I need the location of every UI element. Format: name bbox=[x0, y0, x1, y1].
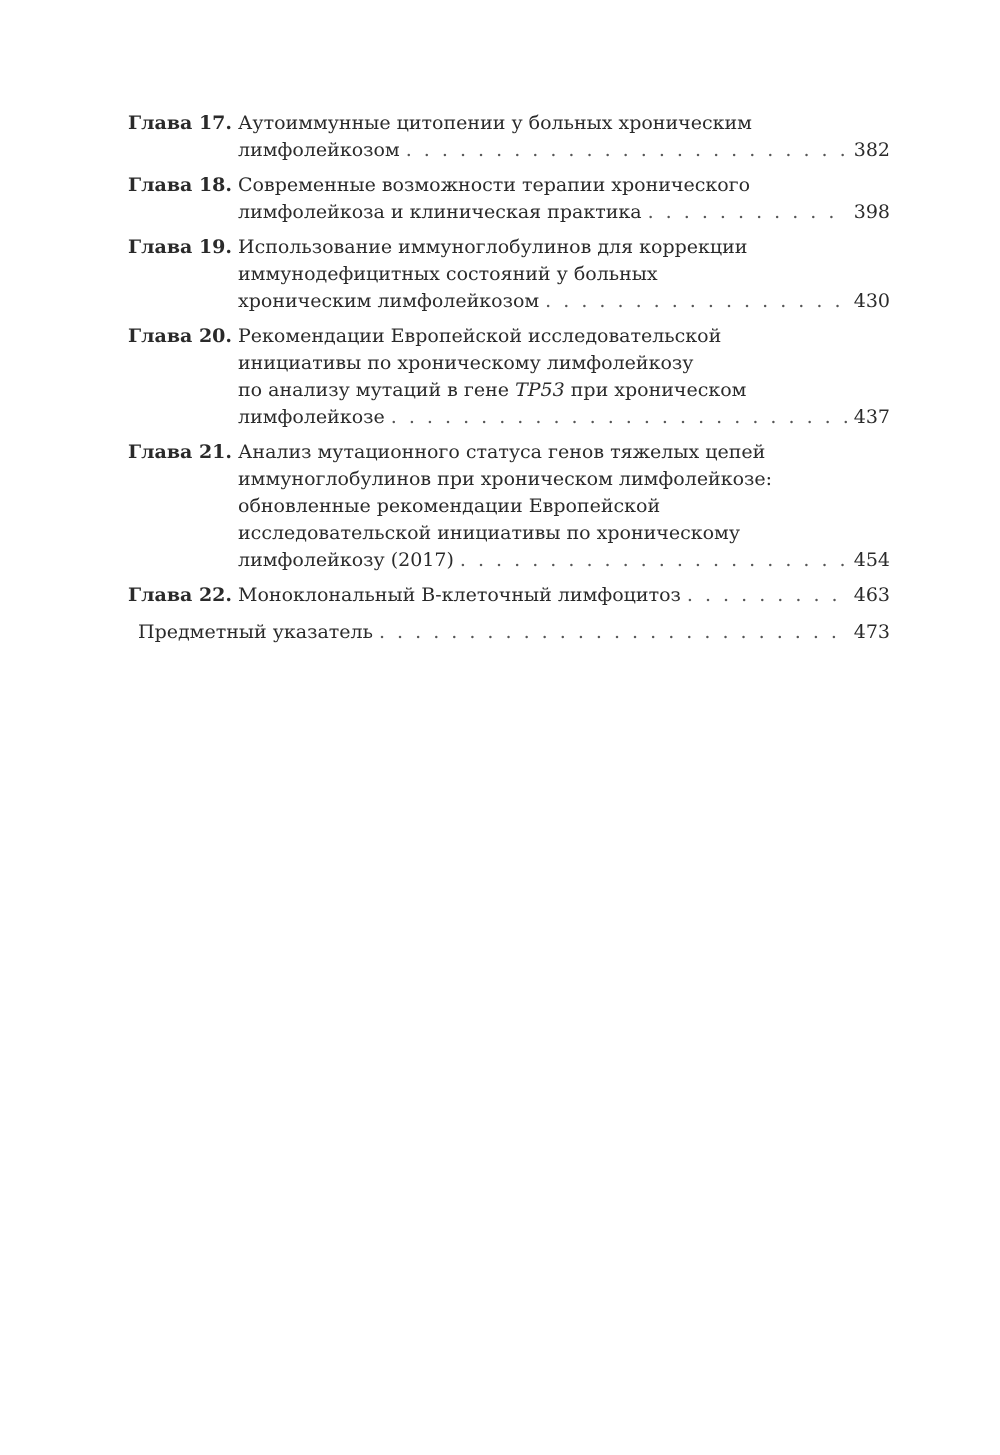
dot-leader bbox=[460, 547, 848, 574]
chapter-title-last-line bbox=[238, 199, 890, 226]
chapter-title bbox=[238, 323, 890, 431]
toc-entry-chapter-19[interactable] bbox=[128, 234, 890, 315]
chapter-title-line: иммунодефицитных состояний у больных bbox=[238, 263, 658, 285]
chapter-title-line: Моноклональный В-клеточный лимфоцитоз bbox=[238, 584, 681, 606]
toc-entry-chapter-20[interactable] bbox=[128, 323, 890, 431]
page-number: 437 bbox=[853, 406, 890, 428]
chapter-title-line: лимфолейкозе bbox=[238, 406, 385, 428]
dot-leader bbox=[406, 137, 848, 164]
chapter-title-last-line bbox=[238, 137, 890, 164]
chapter-title-line: обновленные рекомендации Европейской bbox=[238, 495, 661, 517]
chapter-title-line: Использование иммуноглобулинов для коррекции bbox=[238, 236, 748, 258]
chapter-title-line: Современные возможности терапии хронического bbox=[238, 174, 751, 196]
chapter-label: Глава 22. bbox=[128, 584, 233, 606]
chapter-title-line: Рекомендации Европейской исследовательской bbox=[238, 325, 722, 347]
chapter-title-line: лимфолейкоза и клиническая практика bbox=[238, 201, 642, 223]
toc-entry-chapter-22[interactable] bbox=[128, 582, 890, 609]
page-number: 463 bbox=[853, 584, 890, 606]
dot-leader bbox=[545, 288, 848, 315]
chapter-title-line: лимфолейкозом bbox=[238, 139, 400, 161]
chapter-title-line: Анализ мутационного статуса генов тяжелых цепей bbox=[238, 441, 766, 463]
chapter-title-line: лимфолейкозу (2017) bbox=[238, 549, 454, 571]
dot-leader bbox=[379, 619, 848, 646]
page-number: 398 bbox=[853, 201, 890, 223]
chapter-title-line bbox=[238, 377, 890, 404]
chapter-title-line: иммуноглобулинов при хроническом лимфолейкозе: bbox=[238, 468, 773, 490]
dot-leader bbox=[687, 582, 848, 609]
gene-name-italic: TP53 bbox=[515, 379, 565, 401]
toc-entry-chapter-18[interactable] bbox=[128, 172, 890, 226]
chapter-label: Глава 18. bbox=[128, 174, 233, 196]
chapter-title bbox=[238, 110, 890, 164]
page-number: 430 bbox=[853, 290, 890, 312]
toc-entry-chapter-21[interactable] bbox=[128, 439, 890, 574]
chapter-title-last-line bbox=[238, 404, 890, 431]
chapter-title-text: при хроническом bbox=[564, 379, 747, 401]
index-title: Предметный указатель bbox=[138, 621, 373, 643]
page-number: 382 bbox=[853, 139, 890, 161]
chapter-title-line: инициативы по хроническому лимфолейкозу bbox=[238, 352, 694, 374]
chapter-title-last-line bbox=[238, 547, 890, 574]
page-number: 454 bbox=[853, 549, 890, 571]
page-number: 473 bbox=[853, 621, 890, 643]
chapter-title bbox=[238, 234, 890, 315]
chapter-label: Глава 17. bbox=[128, 112, 233, 134]
chapter-title-last-line bbox=[238, 288, 890, 315]
chapter-title-line: хроническим лимфолейкозом bbox=[238, 290, 540, 312]
toc-entry-chapter-17[interactable] bbox=[128, 110, 890, 164]
chapter-title-line: Аутоиммунные цитопении у больных хроническим bbox=[238, 112, 752, 134]
chapter-label: Глава 20. bbox=[128, 325, 233, 347]
chapter-title-line: исследовательской инициативы по хроническому bbox=[238, 522, 741, 544]
chapter-title-last-line bbox=[238, 582, 890, 609]
chapter-title bbox=[238, 582, 890, 609]
chapter-title-text: по анализу мутаций в гене bbox=[238, 379, 516, 401]
table-of-contents bbox=[128, 110, 890, 646]
chapter-label: Глава 21. bbox=[128, 441, 233, 463]
dot-leader bbox=[391, 404, 848, 431]
chapter-title bbox=[238, 439, 890, 574]
chapter-label: Глава 19. bbox=[128, 236, 233, 258]
dot-leader bbox=[648, 199, 848, 226]
toc-entry-subject-index[interactable] bbox=[128, 619, 890, 646]
chapter-title bbox=[238, 172, 890, 226]
